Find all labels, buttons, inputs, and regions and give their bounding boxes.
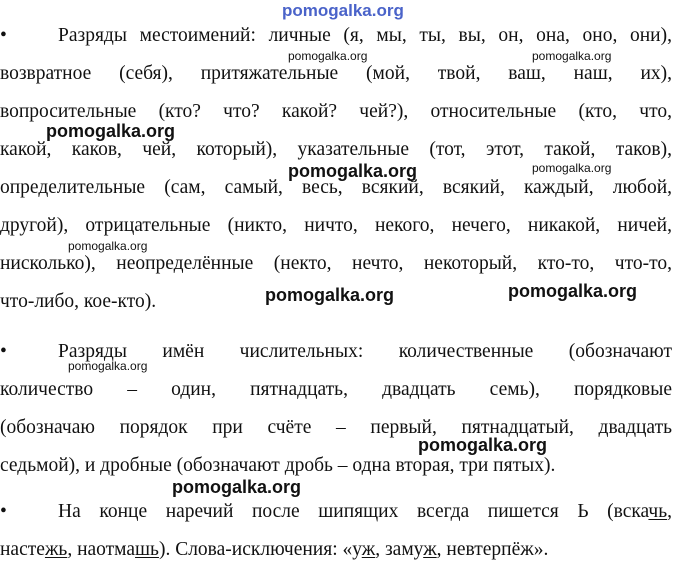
watermark-small-2: pomogalka.org bbox=[532, 49, 612, 63]
p2-line-4: седьмой), и дробные (обозначают дробь – одна вторая, три пятых). bbox=[0, 455, 556, 476]
p1-line-8: что-либо, кое-кто). bbox=[0, 291, 157, 312]
p1-line-3: вопросительные (кто? что? какой? чей?), относительные (кто, что, bbox=[0, 101, 672, 122]
watermark-top: pomogalka.org bbox=[282, 1, 404, 20]
p3-line-1 bbox=[58, 500, 672, 524]
p1-line-2: возвратное (себя), притяжательные (мой, твой, ваш, наш, их), bbox=[0, 63, 672, 84]
p1-line-5: определительные (сам, самый, весь, всякий, всякий, каждый, любой, bbox=[0, 177, 672, 198]
p3-text-d: , наотма bbox=[67, 539, 136, 560]
watermark-big-4: pomogalka.org bbox=[508, 281, 638, 301]
p1-line-6: другой), отрицательные (никто, ничто, некого, нечего, никакой, ничей, bbox=[0, 215, 672, 236]
watermark-big-3: pomogalka.org bbox=[265, 285, 395, 305]
p2-line-3: (обозначаю порядок при счёте – первый, пятнадцатый, двадцать bbox=[0, 417, 672, 438]
watermark-small-5: pomogalka.org bbox=[68, 359, 148, 373]
p3-underline-2: жь bbox=[44, 539, 68, 560]
p3-underline-5: ж bbox=[423, 539, 437, 560]
watermark-small-4: pomogalka.org bbox=[68, 239, 148, 253]
p3-text-a: На конце наречий после шипящих всегда пишется Ь (вска bbox=[58, 501, 649, 522]
watermark-small-1: pomogalka.org bbox=[288, 49, 368, 63]
watermark-big-2: pomogalka.org bbox=[288, 161, 418, 181]
p3-text-g: , невтерпёж». bbox=[436, 539, 549, 560]
p1-line-1: Разряды местоимений: личные (я, мы, ты, вы, он, она, оно, они), bbox=[58, 25, 672, 46]
p3-text-b: , bbox=[667, 501, 672, 522]
bullet-1: • bbox=[0, 25, 7, 46]
p3-underline-4: ж bbox=[361, 539, 376, 560]
bullet-2: • bbox=[0, 341, 7, 362]
watermark-big-6: pomogalka.org bbox=[172, 477, 302, 497]
p2-line-2: количество – один, пятнадцать, двадцать семь), порядковые bbox=[0, 379, 672, 400]
watermark-big-5: pomogalka.org bbox=[418, 435, 548, 455]
p2-line-1: Разряды имён числительных: количественные (обозначают bbox=[58, 341, 672, 362]
watermark-small-3: pomogalka.org bbox=[532, 161, 612, 175]
p3-line-2 bbox=[0, 538, 672, 562]
p3-text-f: , заму bbox=[375, 539, 424, 560]
p3-underline-3: шь bbox=[135, 539, 159, 560]
bullet-3: • bbox=[0, 501, 7, 522]
p1-line-4: какой, каков, чей, который), указательные (тот, этот, такой, таков), bbox=[0, 139, 672, 160]
p1-line-7: нисколько), неопределённые (некто, нечто, некоторый, кто-то, что-то, bbox=[0, 253, 672, 274]
p3-underline-1: чь bbox=[648, 501, 668, 522]
p3-text-e: ). Слова-исключения: «у bbox=[158, 539, 362, 560]
p3-text-c: насте bbox=[0, 539, 45, 560]
watermark-big-1: pomogalka.org bbox=[46, 121, 176, 141]
